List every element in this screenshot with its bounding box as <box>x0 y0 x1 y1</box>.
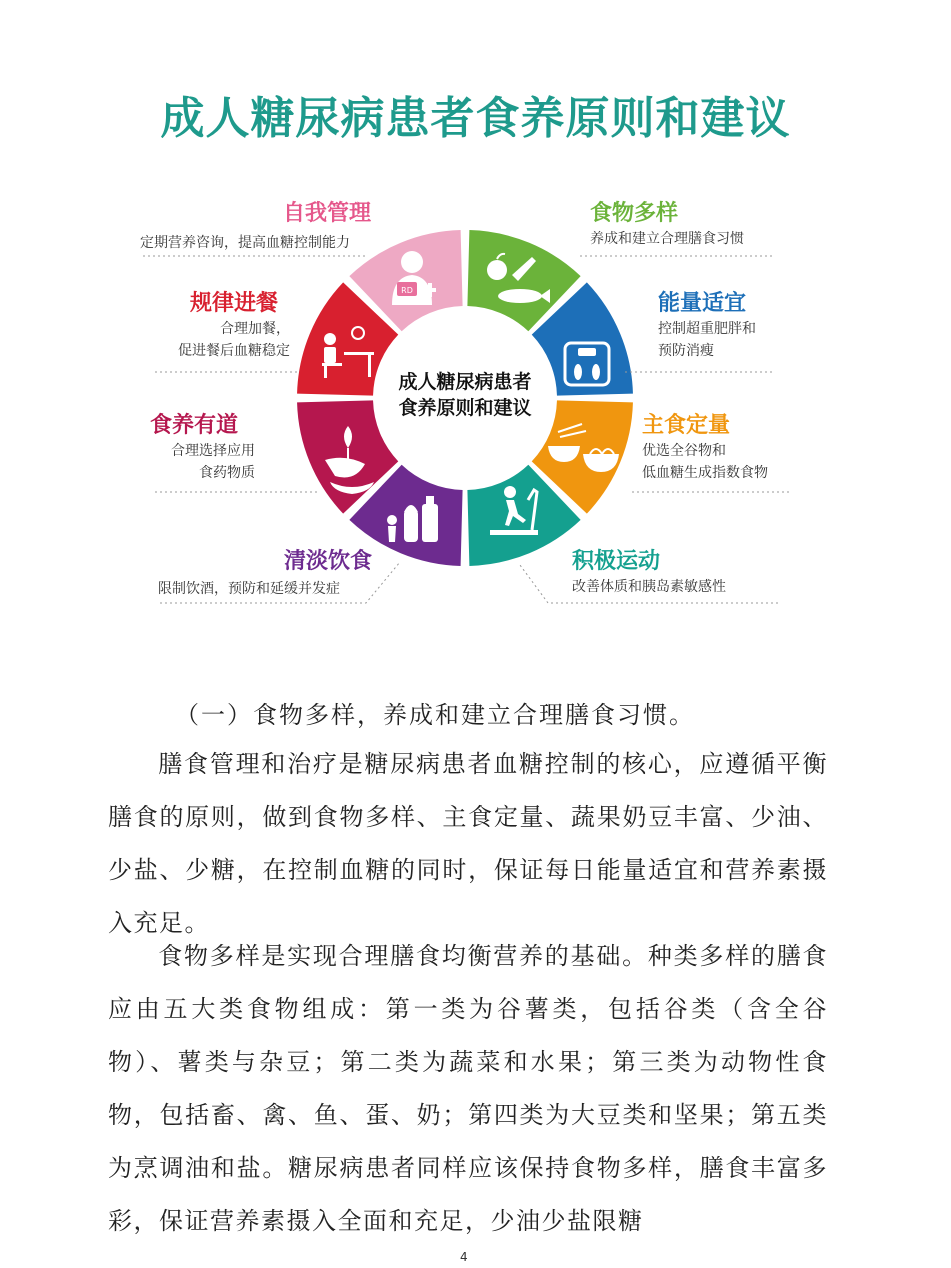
center-label-line1: 成人糖尿病患者 <box>398 371 532 393</box>
label-self-management-desc: 定期营养咨询，提高血糖控制能力 <box>140 235 350 251</box>
label-tcm <box>150 412 255 484</box>
label-staple-desc2: 低血糖生成指数食物 <box>642 465 768 481</box>
label-regular-meals-desc2: 促进餐后血糖稳定 <box>178 343 290 359</box>
label-food-diversity-desc: 养成和建立合理膳食习惯 <box>590 231 744 247</box>
label-tcm-desc1: 合理选择应用 <box>171 443 255 459</box>
label-energy-desc2: 预防消瘦 <box>658 343 714 359</box>
label-energy-title: 能量适宜 <box>658 291 747 316</box>
wheel-center-label <box>385 369 545 421</box>
paragraph-2 <box>108 930 828 1248</box>
center-label-line2: 食养原则和建议 <box>398 397 532 419</box>
label-staple-title: 主食定量 <box>642 413 731 438</box>
label-regular-meals <box>150 290 290 362</box>
label-light-diet <box>262 548 372 576</box>
label-exercise <box>572 548 792 598</box>
label-tcm-desc2: 食药物质 <box>199 465 255 481</box>
label-light-diet-desc-wrap <box>158 578 378 600</box>
label-light-diet-title: 清淡饮食 <box>283 549 372 574</box>
label-regular-meals-desc1: 合理加餐， <box>220 321 290 337</box>
label-energy-desc1: 控制超重肥胖和 <box>658 321 756 337</box>
label-self-management-desc-wrap <box>140 232 380 254</box>
label-exercise-desc: 改善体质和胰岛素敏感性 <box>572 579 726 595</box>
label-self-management-title: 自我管理 <box>282 201 371 226</box>
page-number: 4 <box>460 1250 468 1264</box>
label-regular-meals-title: 规律进餐 <box>190 291 279 316</box>
label-energy <box>658 290 808 362</box>
svg-text:RD: RD <box>401 286 413 295</box>
section-heading: （一）食物多样，养成和建立合理膳食习惯。 <box>175 701 695 729</box>
label-staple-desc1: 优选全谷物和 <box>642 443 726 459</box>
label-exercise-title: 积极运动 <box>572 549 661 574</box>
label-tcm-title: 食养有道 <box>150 413 239 438</box>
label-food-diversity <box>590 200 790 250</box>
page-title: 成人糖尿病患者食养原则和建议 <box>160 93 791 144</box>
label-food-diversity-title: 食物多样 <box>590 201 679 226</box>
paragraph-2-text: 食物多样是实现合理膳食均衡营养的基础。种类多样的膳食应由五大类食物组成：第一类为谷薯类，包括谷类（含全谷物）、薯类与杂豆；第二类为蔬菜和水果；第三类为动物性食物，包括畜、禽、鱼、蛋、奶；第四类为大豆类和坚果；第五类为烹调油和盐。糖尿病患者同样应该保持食物多样，膳食丰富多彩，保证营养素摄入全面和充足，少油少盐限糖 <box>108 942 828 1235</box>
label-self-management <box>272 200 382 228</box>
label-staple <box>642 412 812 484</box>
paragraph-1 <box>108 738 828 950</box>
paragraph-1-text: 膳食管理和治疗是糖尿病患者血糖控制的核心，应遵循平衡膳食的原则，做到食物多样、主食定量、蔬果奶豆丰富、少油、少盐、少糖，在控制血糖的同时，保证每日能量适宜和营养素摄入充足。 <box>108 750 828 937</box>
label-light-diet-desc: 限制饮酒，预防和延缓并发症 <box>158 581 340 597</box>
